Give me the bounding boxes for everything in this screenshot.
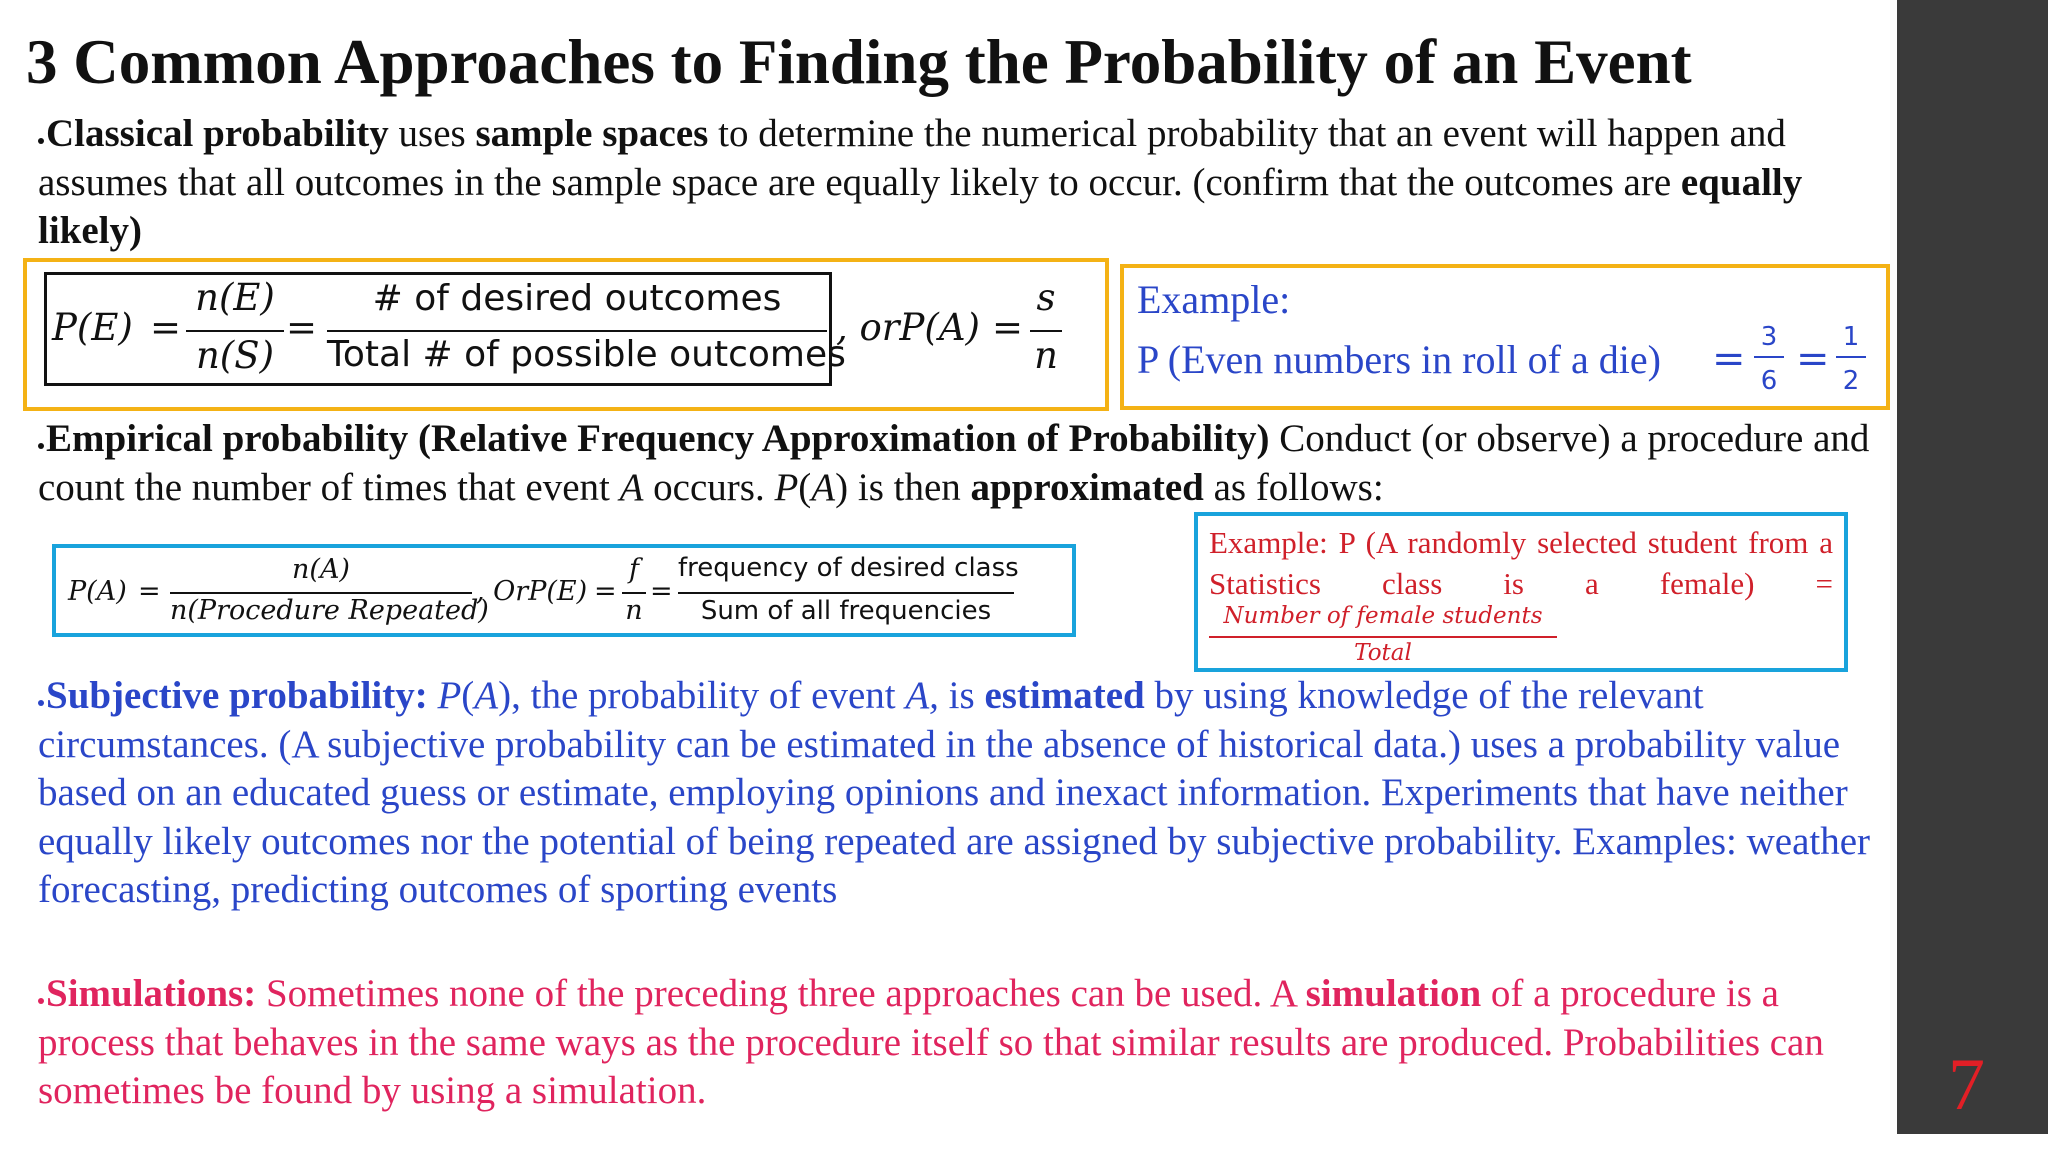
subjective-paragraph: Subjective probability: P(A), the probability of event A, is estimated by using knowledge of the relevant circumstances. (A subjective probability can be estimated in the absence of historical data.) uses a probability value based on an educated guess or estimate, employing opinions and inexact information. Experiments that have neither equally likely outcomes nor the potential of being repeated are assigned by subjective probability. Examples: weather forecasting, predicting outcomes of sporting events [38, 674, 1871, 911]
equally-likely-term: equally likely) [38, 160, 1803, 252]
classical-example-title: Example: [1137, 277, 1291, 322]
classical-example-text: P (Even numbers in roll of a die) [1137, 337, 1661, 382]
empirical-eq-2: = [594, 576, 617, 607]
empirical-example-text: Example: P (A randomly selected student from a Statistics class is a female) = [1209, 525, 1833, 601]
example-eq-1: = [1712, 336, 1746, 382]
example-f2-num: 1 [1842, 322, 1860, 352]
simulations-term: Simulations: [46, 972, 257, 1015]
bullet-dot [38, 443, 44, 449]
empirical-num2: f [629, 554, 639, 585]
classical-num3: s [1036, 276, 1056, 319]
empirical-den3: Sum of all frequencies [700, 596, 992, 626]
classical-den2: Total # of possible outcomes [327, 334, 846, 375]
empirical-term: Empirical probability (Relative Frequency Approximation of Probability) [46, 417, 1270, 460]
empirical-lhs: P(A) [68, 576, 127, 607]
example-eq-2: = [1796, 336, 1830, 382]
classical-num1: n(E) [195, 276, 275, 319]
example-f2-den: 2 [1842, 366, 1860, 396]
empirical-or-part: , OrP(E) [476, 576, 588, 607]
estimated-term: estimated [984, 674, 1145, 717]
classical-fraction-bar-2 [327, 330, 827, 332]
page-number: 7 [1948, 1044, 1985, 1126]
classical-or-part: , orP(A) [836, 306, 980, 349]
simulations-paragraph: Simulations: Sometimes none of the preceding three approaches can be used. A simulation of a procedure is a process that behaves in the same ways as the procedure itself so that similar results are produced. Probabilities can sometimes be found by using a simulation. [38, 972, 1824, 1112]
classical-fraction-bar-3 [1030, 330, 1062, 332]
empirical-fraction-bar-1 [170, 592, 472, 594]
empirical-example-den: Total [1354, 640, 1412, 666]
empirical-example-fraction-bar [1209, 636, 1557, 638]
bullet-dot [38, 998, 44, 1004]
bullet-dot [38, 700, 44, 706]
classical-term: Classical probability [46, 112, 389, 155]
empirical-paragraph: Empirical probability (Relative Frequency Approximation of Probability) Conduct (or observe) a procedure and count the number of times that event A occurs. P(A) is then approximated as follows: [38, 417, 1870, 509]
classical-num2: # of desired outcomes [372, 278, 782, 319]
bullet-dot [38, 138, 44, 144]
empirical-den2: n [625, 595, 643, 626]
classical-den3: n [1034, 334, 1058, 377]
approximated-term: approximated [970, 465, 1204, 509]
classical-fraction-bar-1 [186, 330, 284, 332]
simulation-term: simulation [1305, 972, 1482, 1015]
empirical-num1: n(A) [292, 554, 350, 585]
classical-paragraph: Classical probability uses sample spaces to determine the numerical probability that an event will happen and assumes that all outcomes in the sample space are equally likely to occur. (confirm that the outcomes are equally likely) [38, 112, 1803, 252]
empirical-den1: n(Procedure Repeated) [170, 595, 489, 626]
slide-sidebar [1897, 0, 2048, 1134]
slide-title: 3 Common Approaches to Finding the Probability of an Event [26, 27, 1692, 97]
classical-eq-3: = [992, 306, 1024, 349]
example-f1-num: 3 [1760, 322, 1778, 352]
empirical-fraction-bar-3 [678, 592, 1014, 594]
example-fraction-bar-2 [1836, 356, 1866, 358]
sample-spaces-term: sample spaces [475, 112, 709, 155]
example-f1-den: 6 [1760, 366, 1778, 396]
classical-lhs: P(E) [52, 306, 133, 349]
empirical-example-num: Number of female students [1223, 603, 1543, 629]
classical-eq-1: = [150, 306, 182, 349]
classical-eq-2: = [286, 306, 318, 349]
classical-den1: n(S) [195, 334, 275, 377]
empirical-fraction-bar-2 [622, 592, 646, 594]
example-fraction-bar-1 [1754, 356, 1784, 358]
empirical-eq-1: = [138, 576, 161, 607]
empirical-num3: frequency of desired class [678, 553, 1019, 583]
subjective-term: Subjective probability: [46, 674, 428, 717]
empirical-eq-3: = [650, 576, 673, 607]
